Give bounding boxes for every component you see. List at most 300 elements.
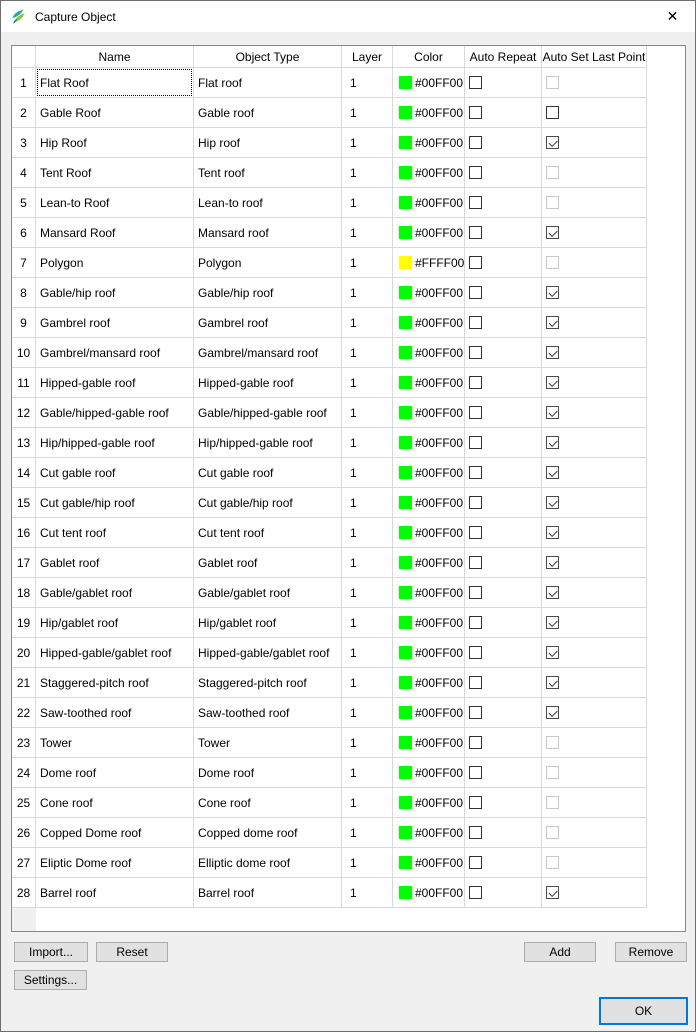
table-row [12, 578, 685, 608]
table-row [12, 98, 685, 128]
color-cell[interactable] [393, 668, 465, 698]
object-type-cell[interactable]: Hip roof [194, 128, 342, 158]
auto-set-last-point-cell [542, 368, 647, 398]
name-cell[interactable]: Mansard Roof [36, 218, 194, 248]
auto-repeat-checkbox[interactable] [469, 346, 482, 359]
color-swatch [399, 736, 412, 749]
auto-set-last-point-cell [542, 728, 647, 758]
name-cell[interactable]: Hipped-gable roof [36, 368, 194, 398]
color-cell[interactable] [393, 368, 465, 398]
auto-set-last-point-checkbox[interactable] [546, 586, 559, 599]
color-cell[interactable] [393, 578, 465, 608]
auto-set-last-point-checkbox[interactable] [546, 616, 559, 629]
capture-object-table [11, 45, 686, 932]
row-number[interactable]: 11 [12, 368, 36, 398]
auto-repeat-cell [465, 608, 542, 638]
layer-cell[interactable]: 1 [342, 488, 393, 518]
auto-repeat-checkbox[interactable] [469, 76, 482, 89]
auto-repeat-checkbox[interactable] [469, 226, 482, 239]
object-type-cell[interactable]: Barrel roof [194, 878, 342, 908]
table-row [12, 848, 685, 878]
auto-repeat-cell [465, 458, 542, 488]
layer-cell[interactable]: 1 [342, 608, 393, 638]
name-cell[interactable]: Tent Roof [36, 158, 194, 188]
name-cell[interactable]: Gambrel roof [36, 308, 194, 338]
row-number[interactable]: 18 [12, 578, 36, 608]
auto-repeat-checkbox[interactable] [469, 376, 482, 389]
row-number[interactable]: 24 [12, 758, 36, 788]
object-type-cell[interactable]: Cut gable/hip roof [194, 488, 342, 518]
row-number[interactable]: 9 [12, 308, 36, 338]
row-number[interactable]: 28 [12, 878, 36, 908]
auto-repeat-cell [465, 218, 542, 248]
auto-set-last-point-checkbox [546, 796, 559, 809]
auto-repeat-checkbox[interactable] [469, 676, 482, 689]
auto-set-last-point-cell [542, 308, 647, 338]
auto-set-last-point-checkbox[interactable] [546, 526, 559, 539]
color-value: #00FF00 [415, 765, 464, 780]
color-value: #00FF00 [415, 435, 464, 450]
auto-set-last-point-checkbox [546, 166, 559, 179]
object-type-cell[interactable]: Staggered-pitch roof [194, 668, 342, 698]
auto-repeat-checkbox[interactable] [469, 286, 482, 299]
auto-set-last-point-checkbox [546, 736, 559, 749]
ok-button[interactable]: OK [599, 997, 688, 1025]
close-button[interactable]: ✕ [666, 7, 679, 24]
auto-set-last-point-cell [542, 758, 647, 788]
row-number[interactable]: 6 [12, 218, 36, 248]
color-swatch [399, 436, 412, 449]
auto-set-last-point-checkbox[interactable] [546, 106, 559, 119]
layer-cell[interactable]: 1 [342, 188, 393, 218]
auto-set-last-point-cell [542, 638, 647, 668]
object-type-cell[interactable]: Elliptic dome roof [194, 848, 342, 878]
table-row [12, 458, 685, 488]
auto-set-last-point-cell [542, 128, 647, 158]
titlebar [1, 1, 695, 32]
auto-repeat-checkbox[interactable] [469, 826, 482, 839]
layer-cell[interactable]: 1 [342, 848, 393, 878]
layer-cell[interactable]: 1 [342, 548, 393, 578]
color-value: #00FF00 [415, 165, 464, 180]
layer-cell[interactable]: 1 [342, 878, 393, 908]
auto-repeat-cell [465, 128, 542, 158]
object-type-cell[interactable]: Hipped-gable/gablet roof [194, 638, 342, 668]
auto-set-last-point-cell [542, 878, 647, 908]
name-cell[interactable]: Cut tent roof [36, 518, 194, 548]
app-leaf-icon [10, 8, 27, 25]
color-cell[interactable] [393, 608, 465, 638]
auto-repeat-checkbox[interactable] [469, 496, 482, 509]
object-type-cell[interactable]: Saw-toothed roof [194, 698, 342, 728]
column-header-object-type[interactable]: Object Type [194, 46, 342, 68]
auto-set-last-point-checkbox[interactable] [546, 466, 559, 479]
layer-cell[interactable]: 1 [342, 248, 393, 278]
color-value: #00FF00 [415, 645, 464, 660]
layer-cell[interactable]: 1 [342, 638, 393, 668]
name-cell[interactable]: Eliptic Dome roof [36, 848, 194, 878]
color-value: #00FF00 [415, 585, 464, 600]
auto-set-last-point-checkbox[interactable] [546, 316, 559, 329]
row-number[interactable]: 22 [12, 698, 36, 728]
color-value: #00FF00 [415, 465, 464, 480]
name-cell[interactable]: Gable/hip roof [36, 278, 194, 308]
auto-set-last-point-checkbox[interactable] [546, 496, 559, 509]
name-cell[interactable]: Gambrel/mansard roof [36, 338, 194, 368]
auto-repeat-checkbox[interactable] [469, 646, 482, 659]
row-number[interactable]: 15 [12, 488, 36, 518]
name-cell[interactable]: Polygon [36, 248, 194, 278]
row-number[interactable]: 21 [12, 668, 36, 698]
layer-cell[interactable]: 1 [342, 98, 393, 128]
auto-set-last-point-checkbox[interactable] [546, 406, 559, 419]
row-number[interactable]: 27 [12, 848, 36, 878]
object-type-cell[interactable]: Hip/hipped-gable roof [194, 428, 342, 458]
name-cell[interactable]: Staggered-pitch roof [36, 668, 194, 698]
color-value: #00FF00 [415, 105, 464, 120]
row-number[interactable]: 17 [12, 548, 36, 578]
import-button[interactable]: Import... [14, 942, 88, 962]
object-type-cell[interactable]: Tower [194, 728, 342, 758]
object-type-cell[interactable]: Tent roof [194, 158, 342, 188]
object-type-cell[interactable]: Gambrel roof [194, 308, 342, 338]
auto-repeat-cell [465, 818, 542, 848]
color-value: #00FF00 [415, 135, 464, 150]
object-type-cell[interactable]: Polygon [194, 248, 342, 278]
auto-set-last-point-checkbox [546, 766, 559, 779]
table-row [12, 308, 685, 338]
row-number[interactable]: 25 [12, 788, 36, 818]
table-row [12, 218, 685, 248]
object-type-cell[interactable]: Cut tent roof [194, 518, 342, 548]
table-row [12, 788, 685, 818]
color-value: #00FF00 [415, 675, 464, 690]
color-cell[interactable] [393, 398, 465, 428]
auto-repeat-checkbox[interactable] [469, 196, 482, 209]
table-row [12, 248, 685, 278]
table-header-row [12, 46, 685, 68]
auto-repeat-cell [465, 158, 542, 188]
object-type-cell[interactable]: Hipped-gable roof [194, 368, 342, 398]
color-cell[interactable] [393, 248, 465, 278]
color-swatch [399, 76, 412, 89]
layer-cell[interactable]: 1 [342, 308, 393, 338]
row-number[interactable]: 2 [12, 98, 36, 128]
row-number[interactable]: 16 [12, 518, 36, 548]
color-swatch [399, 886, 412, 899]
auto-set-last-point-cell [542, 578, 647, 608]
layer-cell[interactable]: 1 [342, 338, 393, 368]
auto-set-last-point-checkbox[interactable] [546, 226, 559, 239]
row-number[interactable]: 20 [12, 638, 36, 668]
auto-set-last-point-cell [542, 398, 647, 428]
color-swatch [399, 376, 412, 389]
layer-cell[interactable]: 1 [342, 818, 393, 848]
column-header-name[interactable]: Name [36, 46, 194, 68]
row-number[interactable]: 10 [12, 338, 36, 368]
layer-cell[interactable]: 1 [342, 278, 393, 308]
row-number[interactable]: 14 [12, 458, 36, 488]
row-number[interactable]: 1 [12, 68, 36, 98]
auto-set-last-point-checkbox[interactable] [546, 376, 559, 389]
row-number[interactable]: 23 [12, 728, 36, 758]
row-number[interactable]: 8 [12, 278, 36, 308]
auto-repeat-checkbox[interactable] [469, 766, 482, 779]
name-cell[interactable]: Cone roof [36, 788, 194, 818]
color-cell[interactable] [393, 128, 465, 158]
auto-set-last-point-checkbox[interactable] [546, 556, 559, 569]
name-cell[interactable]: Barrel roof [36, 878, 194, 908]
auto-repeat-cell [465, 368, 542, 398]
layer-cell[interactable]: 1 [342, 698, 393, 728]
name-cell[interactable]: Hip/hipped-gable roof [36, 428, 194, 458]
name-cell[interactable]: Gable Roof [36, 98, 194, 128]
auto-repeat-cell [465, 68, 542, 98]
layer-cell[interactable]: 1 [342, 68, 393, 98]
name-cell[interactable]: Flat Roof [36, 68, 194, 98]
name-cell[interactable]: Gable/hipped-gable roof [36, 398, 194, 428]
auto-set-last-point-cell [542, 458, 647, 488]
auto-repeat-cell [465, 728, 542, 758]
auto-repeat-cell [465, 878, 542, 908]
color-cell[interactable] [393, 698, 465, 728]
color-swatch [399, 856, 412, 869]
auto-repeat-cell [465, 848, 542, 878]
row-number[interactable]: 19 [12, 608, 36, 638]
auto-set-last-point-cell [542, 188, 647, 218]
auto-set-last-point-checkbox[interactable] [546, 676, 559, 689]
object-type-cell[interactable]: Lean-to roof [194, 188, 342, 218]
color-swatch [399, 286, 412, 299]
row-number[interactable]: 26 [12, 818, 36, 848]
color-value: #00FF00 [415, 375, 464, 390]
layer-cell[interactable]: 1 [342, 518, 393, 548]
row-number[interactable]: 12 [12, 398, 36, 428]
auto-repeat-cell [465, 518, 542, 548]
auto-repeat-cell [465, 668, 542, 698]
auto-set-last-point-cell [542, 848, 647, 878]
layer-cell[interactable]: 1 [342, 428, 393, 458]
color-cell[interactable] [393, 728, 465, 758]
row-number[interactable]: 5 [12, 188, 36, 218]
object-type-cell[interactable]: Cut gable roof [194, 458, 342, 488]
color-cell[interactable] [393, 338, 465, 368]
auto-repeat-cell [465, 428, 542, 458]
auto-repeat-checkbox[interactable] [469, 796, 482, 809]
auto-repeat-checkbox[interactable] [469, 106, 482, 119]
color-cell[interactable] [393, 758, 465, 788]
auto-set-last-point-checkbox[interactable] [546, 136, 559, 149]
color-swatch [399, 406, 412, 419]
color-swatch [399, 706, 412, 719]
color-value: #00FF00 [415, 345, 464, 360]
color-value: #00FF00 [415, 825, 464, 840]
color-value: #FFFF00 [415, 255, 465, 270]
auto-set-last-point-cell [542, 98, 647, 128]
layer-cell[interactable]: 1 [342, 578, 393, 608]
name-cell[interactable]: Hipped-gable/gablet roof [36, 638, 194, 668]
table-row [12, 398, 685, 428]
row-number[interactable]: 7 [12, 248, 36, 278]
name-cell[interactable]: Gablet roof [36, 548, 194, 578]
color-cell[interactable] [393, 98, 465, 128]
auto-repeat-checkbox[interactable] [469, 256, 482, 269]
auto-repeat-cell [465, 308, 542, 338]
auto-repeat-checkbox[interactable] [469, 616, 482, 629]
auto-repeat-checkbox[interactable] [469, 736, 482, 749]
settings-button[interactable]: Settings... [14, 970, 87, 990]
layer-cell[interactable]: 1 [342, 398, 393, 428]
name-cell[interactable]: Cut gable/hip roof [36, 488, 194, 518]
auto-repeat-checkbox[interactable] [469, 406, 482, 419]
color-cell[interactable] [393, 308, 465, 338]
layer-cell[interactable]: 1 [342, 158, 393, 188]
auto-repeat-checkbox[interactable] [469, 436, 482, 449]
object-type-cell[interactable]: Copped dome roof [194, 818, 342, 848]
auto-repeat-checkbox[interactable] [469, 556, 482, 569]
add-button[interactable]: Add [524, 942, 596, 962]
color-value: #00FF00 [415, 75, 464, 90]
auto-set-last-point-checkbox[interactable] [546, 346, 559, 359]
layer-cell[interactable]: 1 [342, 668, 393, 698]
color-swatch [399, 646, 412, 659]
color-value: #00FF00 [415, 525, 464, 540]
color-cell[interactable] [393, 68, 465, 98]
auto-set-last-point-checkbox[interactable] [546, 706, 559, 719]
color-cell[interactable] [393, 878, 465, 908]
color-swatch [399, 526, 412, 539]
auto-set-last-point-checkbox[interactable] [546, 436, 559, 449]
name-cell[interactable]: Hip Roof [36, 128, 194, 158]
object-type-cell[interactable]: Gambrel/mansard roof [194, 338, 342, 368]
auto-set-last-point-checkbox[interactable] [546, 646, 559, 659]
color-swatch [399, 136, 412, 149]
auto-repeat-cell [465, 638, 542, 668]
color-value: #00FF00 [415, 405, 464, 420]
color-cell[interactable] [393, 158, 465, 188]
auto-repeat-cell [465, 788, 542, 818]
auto-repeat-checkbox[interactable] [469, 706, 482, 719]
auto-set-last-point-cell [542, 488, 647, 518]
name-cell[interactable]: Saw-toothed roof [36, 698, 194, 728]
column-header-auto-set-last-point[interactable]: Auto Set Last Point [542, 46, 647, 68]
column-header-color[interactable]: Color [393, 46, 465, 68]
auto-repeat-cell [465, 698, 542, 728]
color-cell[interactable] [393, 638, 465, 668]
auto-repeat-checkbox[interactable] [469, 886, 482, 899]
name-cell[interactable]: Dome roof [36, 758, 194, 788]
name-cell[interactable]: Copped Dome roof [36, 818, 194, 848]
row-number[interactable]: 13 [12, 428, 36, 458]
color-swatch [399, 766, 412, 779]
object-type-cell[interactable]: Gablet roof [194, 548, 342, 578]
color-value: #00FF00 [415, 735, 464, 750]
reset-button[interactable]: Reset [96, 942, 168, 962]
auto-repeat-cell [465, 98, 542, 128]
color-cell[interactable] [393, 788, 465, 818]
column-header-auto-repeat[interactable]: Auto Repeat [465, 46, 542, 68]
auto-repeat-checkbox[interactable] [469, 586, 482, 599]
corner-header [12, 46, 36, 68]
color-cell[interactable] [393, 818, 465, 848]
auto-set-last-point-cell [542, 548, 647, 578]
auto-set-last-point-cell [542, 668, 647, 698]
object-type-cell[interactable]: Gable/hip roof [194, 278, 342, 308]
color-cell[interactable] [393, 848, 465, 878]
remove-button[interactable]: Remove [615, 942, 687, 962]
layer-cell[interactable]: 1 [342, 728, 393, 758]
layer-cell[interactable]: 1 [342, 128, 393, 158]
column-header-layer[interactable]: Layer [342, 46, 393, 68]
color-cell[interactable] [393, 428, 465, 458]
color-swatch [399, 196, 412, 209]
auto-repeat-checkbox[interactable] [469, 316, 482, 329]
color-cell[interactable] [393, 518, 465, 548]
object-type-cell[interactable]: Gable roof [194, 98, 342, 128]
auto-repeat-checkbox[interactable] [469, 136, 482, 149]
color-cell[interactable] [393, 488, 465, 518]
auto-set-last-point-checkbox [546, 196, 559, 209]
auto-set-last-point-cell [542, 518, 647, 548]
object-type-cell[interactable]: Gable/gablet roof [194, 578, 342, 608]
object-type-cell[interactable]: Hip/gablet roof [194, 608, 342, 638]
color-cell[interactable] [393, 458, 465, 488]
auto-repeat-cell [465, 758, 542, 788]
name-cell[interactable]: Hip/gablet roof [36, 608, 194, 638]
color-cell[interactable] [393, 278, 465, 308]
color-swatch [399, 796, 412, 809]
color-swatch [399, 496, 412, 509]
name-cell[interactable]: Tower [36, 728, 194, 758]
object-type-cell[interactable]: Gable/hipped-gable roof [194, 398, 342, 428]
auto-repeat-checkbox[interactable] [469, 466, 482, 479]
window-title: Capture Object [35, 9, 116, 24]
layer-cell[interactable]: 1 [342, 368, 393, 398]
auto-set-last-point-checkbox[interactable] [546, 286, 559, 299]
object-type-cell[interactable]: Dome roof [194, 758, 342, 788]
object-type-cell[interactable]: Flat roof [194, 68, 342, 98]
color-cell[interactable] [393, 218, 465, 248]
auto-repeat-checkbox[interactable] [469, 856, 482, 869]
row-number[interactable]: 3 [12, 128, 36, 158]
auto-repeat-checkbox[interactable] [469, 526, 482, 539]
layer-cell[interactable]: 1 [342, 788, 393, 818]
color-swatch [399, 256, 412, 269]
table-row [12, 878, 685, 908]
object-type-cell[interactable]: Mansard roof [194, 218, 342, 248]
table-row [12, 668, 685, 698]
layer-cell[interactable]: 1 [342, 218, 393, 248]
layer-cell[interactable]: 1 [342, 758, 393, 788]
layer-cell[interactable]: 1 [342, 458, 393, 488]
name-cell[interactable]: Gable/gablet roof [36, 578, 194, 608]
object-type-cell[interactable]: Cone roof [194, 788, 342, 818]
color-cell[interactable] [393, 548, 465, 578]
auto-set-last-point-checkbox [546, 76, 559, 89]
row-number[interactable]: 4 [12, 158, 36, 188]
auto-repeat-checkbox[interactable] [469, 166, 482, 179]
color-value: #00FF00 [415, 495, 464, 510]
auto-set-last-point-checkbox[interactable] [546, 886, 559, 899]
color-cell[interactable] [393, 188, 465, 218]
auto-repeat-cell [465, 578, 542, 608]
auto-set-last-point-cell [542, 818, 647, 848]
table-row [12, 158, 685, 188]
name-cell[interactable]: Cut gable roof [36, 458, 194, 488]
name-cell[interactable]: Lean-to Roof [36, 188, 194, 218]
auto-set-last-point-checkbox [546, 826, 559, 839]
auto-set-last-point-cell [542, 278, 647, 308]
